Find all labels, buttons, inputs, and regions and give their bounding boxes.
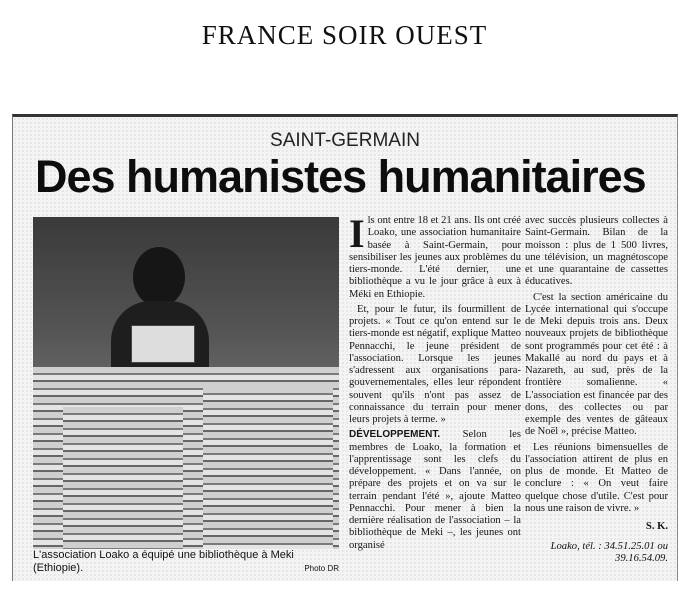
author-signature: S. K. xyxy=(645,521,668,532)
photo-person-head xyxy=(133,247,185,307)
paragraph-text: Selon les membres de Loako, la formation et l'apprentissage sont les clefs du développement. « Dans l'année, on prépare des projets et on va sur le terrain pendant l'été », ajoute Matteo Pennacchi. Pour mener à bien la dernière réalisation de l'association – la bibliothèque de Meki –, les jeunes ont organisé xyxy=(349,429,521,551)
photo-credit: Photo DR xyxy=(304,564,339,573)
photo-book-stack xyxy=(63,407,183,549)
article-headline: Des humanistes humanitaires xyxy=(35,151,646,202)
article-paragraph: C'est la section américaine du Lycée international qui s'occupe de Meki depuis trois ans. Deux nouveaux projets de bibliothèque sont programmés pour cet été : à Makallé au nord du pays et à Nazareth, au sud, près de la frontière somalienne. « L'association est financée par des dons, des collectes ou par exemple des ventes de gâteaux de Noël », précise Matteo. xyxy=(525,291,668,438)
article-paragraph: Les réunions bimensuelles de l'association attirent de plus en plus de monde. Et Matteo de conclure : « On veut faire quelque chose d'utile. C'est pour nous une raison de vivre. » xyxy=(525,441,668,514)
contact-info: Loako, tél. : 34.51.25.01 ou 39.16.54.09. xyxy=(550,541,668,565)
drop-cap: I xyxy=(349,211,365,256)
article-paragraph: Et, pour le futur, ils fourmillent de projets. « Tout ce qu'on entend sur le tiers-monde est négatif, explique Matteo Pennacchi, le jeune président de l'association. Lorsque les jeunes s'adressent aux organisations para-gouvernementales, elles leur répondent souvent qu'ils n'ont pas assez de connaissance du terrain pour mener leurs projets à terme. » xyxy=(349,303,521,425)
article-photo xyxy=(33,217,339,549)
article-paragraph: avec succès plusieurs collectes à Saint-Germain. Bilan de la moisson : plus de 1 500 livres, une télévision, un magnétoscope et une quarantaine de cassettes éducatives. xyxy=(525,215,668,288)
paragraph-text: ls ont entre 18 et 21 ans. Ils ont créé Loako, une association humanitaire basée à Saint-Germain, pour sensibiliser les jeunes aux problèmes du tiers-monde. L'été dernier, une bibliothèque a vu le jour grâce à eux à Méki en Ethiopie. xyxy=(349,215,521,300)
article-paragraph xyxy=(349,211,521,301)
photo-caption xyxy=(33,549,339,575)
publication-masthead: FRANCE SOIR OUEST xyxy=(201,20,488,50)
photo-open-book xyxy=(131,325,195,363)
article-column-1 xyxy=(349,211,521,555)
article-subhead: DÉVELOPPEMENT. xyxy=(349,429,441,441)
article-column-2 xyxy=(525,215,668,533)
newspaper-clipping xyxy=(12,114,678,581)
kicker-text: SAINT-GERMAIN xyxy=(270,130,420,151)
article-paragraph xyxy=(349,429,521,552)
photo-book-stack xyxy=(203,387,333,549)
article-kicker xyxy=(13,130,677,152)
caption-text: L'association Loako a équipé une bibliothèque à Meki (Ethiopie). xyxy=(33,549,294,574)
